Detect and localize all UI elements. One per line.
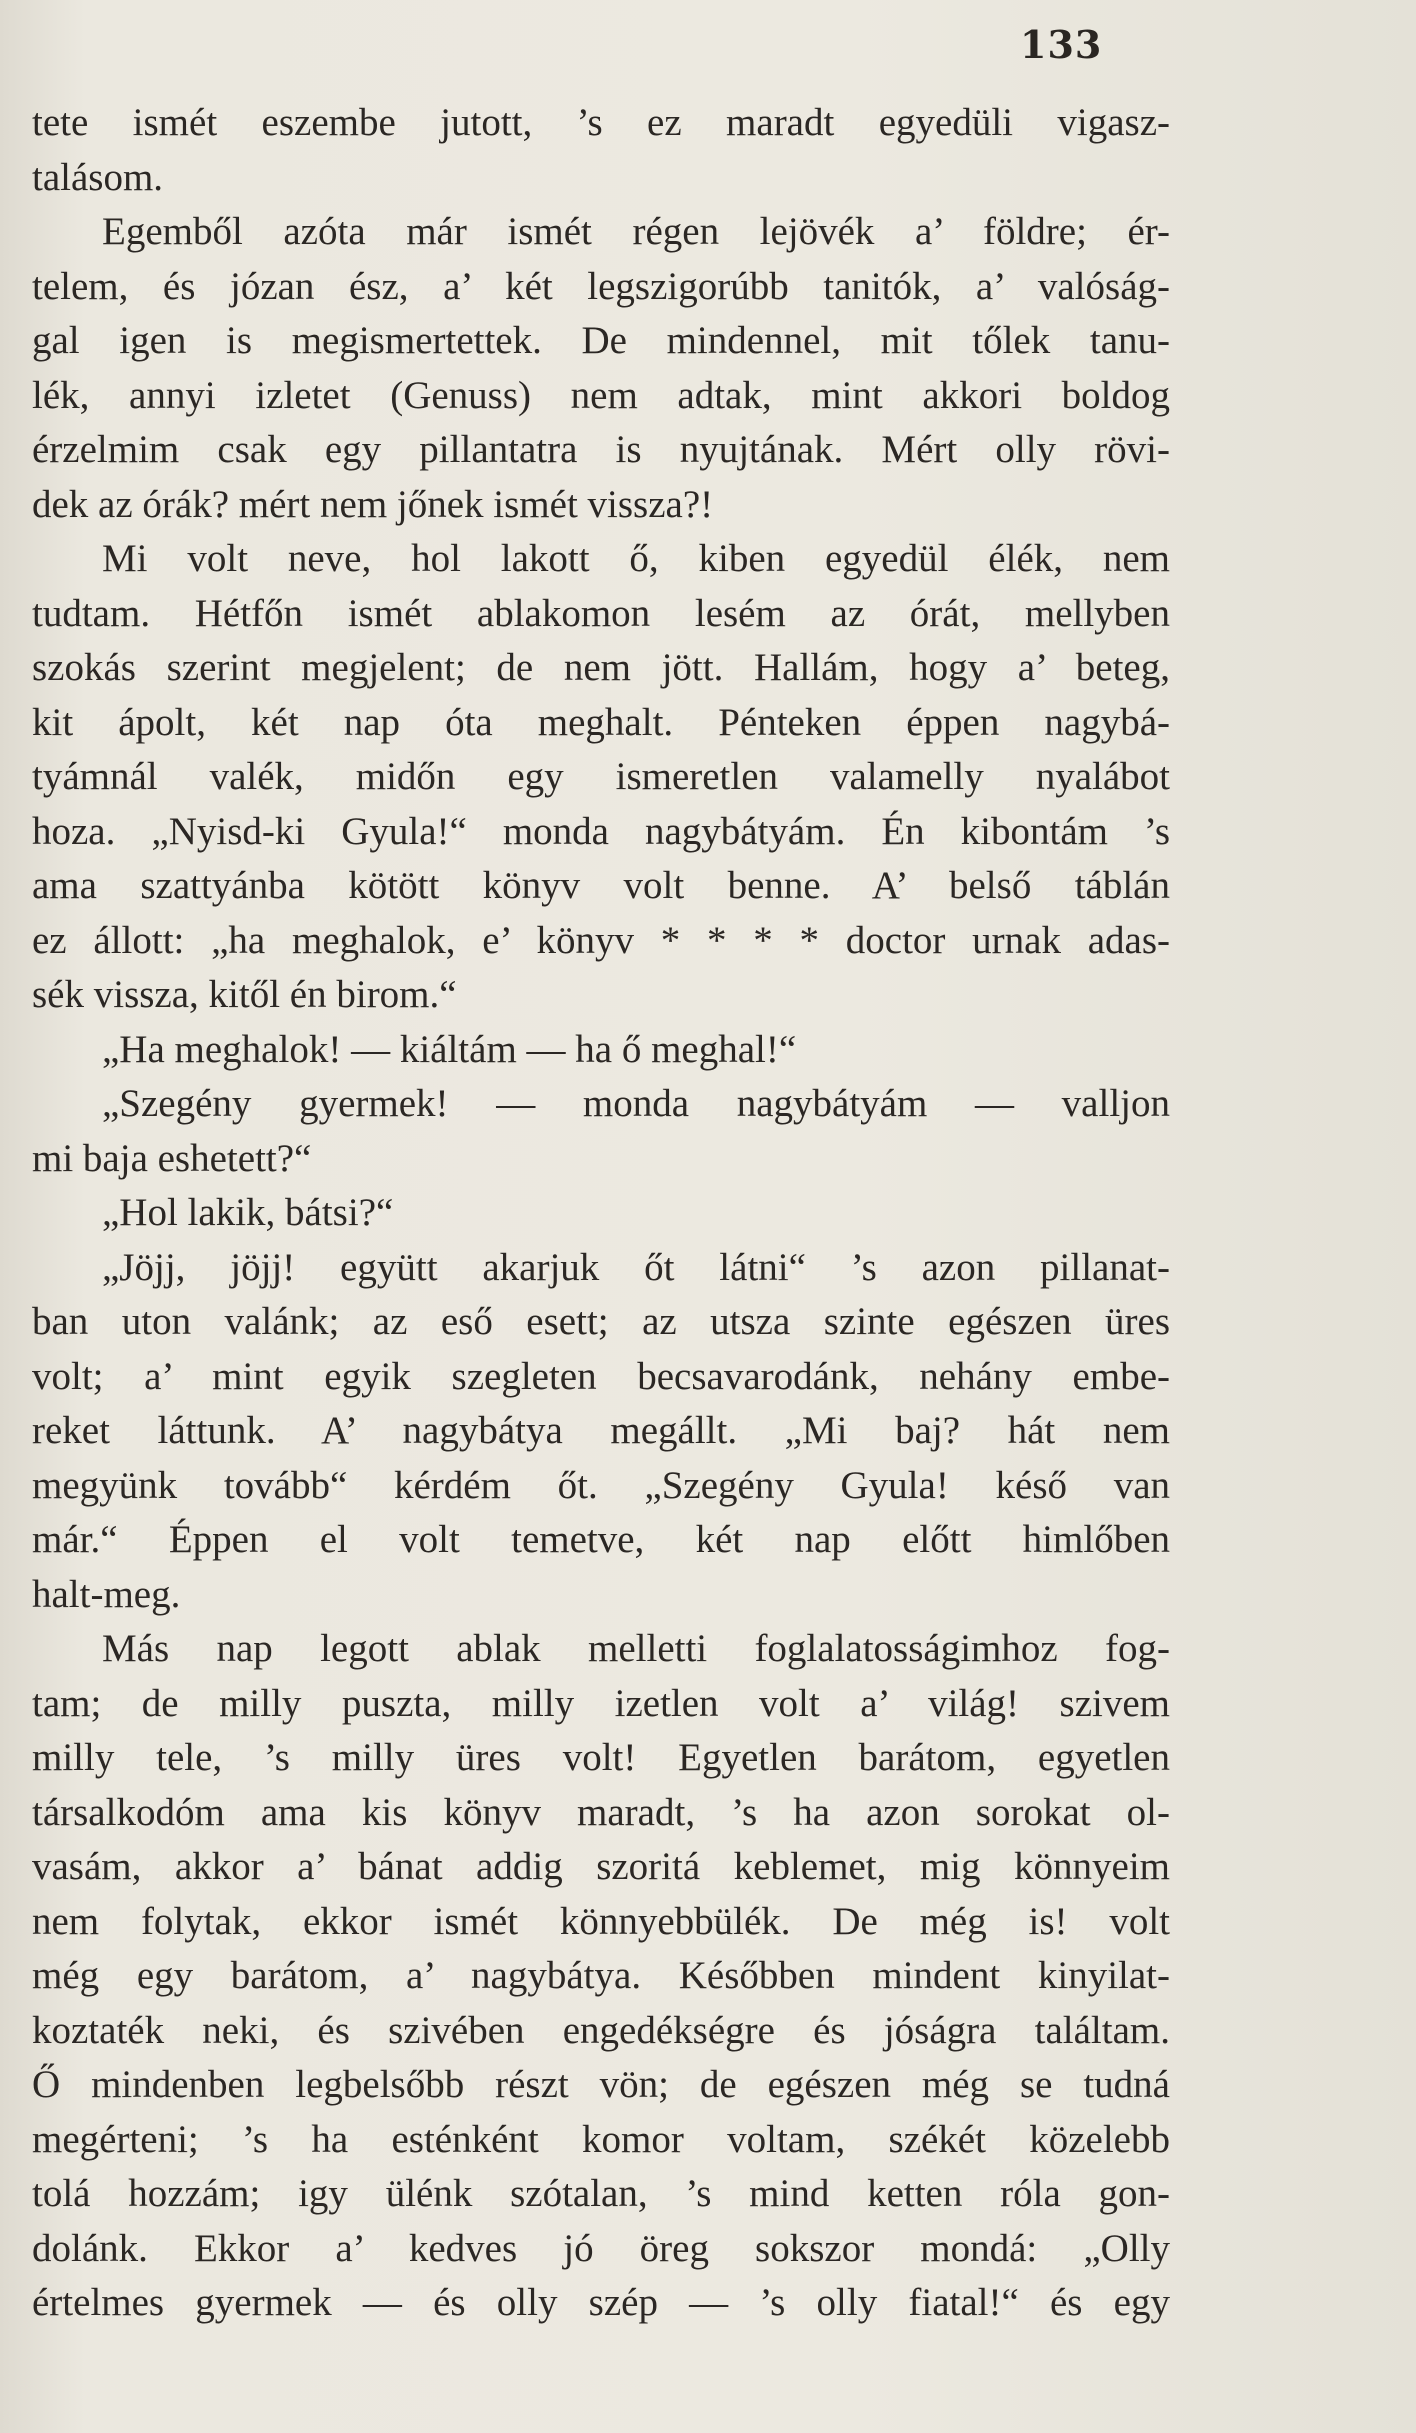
text-line: reket láttunk. A’ nagybátya megállt. „Mi baj? hát nem (32, 1409, 1170, 1452)
text-line: ez állott: „ha meghalok, e’ könyv * * * * doctor urnak adas- (32, 918, 1170, 962)
body-text (32, 96, 1170, 2331)
text-line: ama szattyánba kötött könyv volt benne. A’ belső táblán (32, 864, 1170, 907)
text-line: lék, annyi izletet (Genuss) nem adtak, mint akkori boldog (32, 373, 1170, 417)
text-line: dolánk. Ekkor a’ kedves jó öreg sokszor mondá: „Olly (32, 2226, 1170, 2270)
text-line: társalkodóm ama kis könyv maradt, ’s ha azon sorokat ol- (32, 1790, 1170, 1834)
text-line: sék vissza, kitől én birom.“ (32, 973, 457, 1016)
text-line: koztaték neki, és szivében engedékségre és jóságra találtam. (32, 2008, 1170, 2052)
text-line: szokás szerint megjelent; de nem jött. Hallám, hogy a’ beteg, (32, 646, 1170, 689)
text-line: Ő mindenben legbelsőbb részt vön; de egészen még se tudná (32, 2063, 1170, 2106)
text-line: gal igen is megismertettek. De mindennel, mit tőlek tanu- (32, 319, 1170, 362)
text-line: értelmes gyermek — és olly szép — ’s olly fiatal!“ és egy (32, 2281, 1170, 2324)
text-line: tolá hozzám; igy ülénk szótalan, ’s mind ketten róla gon- (32, 2172, 1170, 2215)
text-line: tam; de milly puszta, milly izetlen volt a’ világ! szivem (32, 1681, 1170, 1725)
text-line: halt-meg. (32, 1572, 181, 1616)
text-line: Más nap legott ablak melletti foglalatosságimhoz fog- (102, 1627, 1170, 1670)
text-line: „Hol lakik, bátsi?“ (102, 1191, 394, 1234)
text-line: érzelmim csak egy pillantatra is nyujtának. Mért olly rövi- (32, 428, 1170, 471)
page-number: 133 (1020, 22, 1103, 67)
text-line: megérteni; ’s ha esténként komor voltam, székét közelebb (32, 2117, 1170, 2161)
text-line: hoza. „Nyisd-ki Gyula!“ monda nagybátyám. Én kibontám ’s (32, 809, 1170, 853)
text-line: vasám, akkor a’ bánat addig szoritá keblemet, mig könnyeim (32, 1845, 1170, 1888)
text-line: milly tele, ’s milly üres volt! Egyetlen barátom, egyetlen (32, 1736, 1170, 1779)
text-line: „Jöjj, jöjj! együtt akarjuk őt látni“ ’s azon pillanat- (102, 1245, 1170, 1289)
text-line: telem, és józan ész, a’ két legszigorúbb tanitók, a’ valóság- (32, 264, 1170, 308)
text-line: „Szegény gyermek! — monda nagybátyám — valljon (102, 1082, 1170, 1125)
text-line: „Ha meghalok! — kiáltám — ha ő meghal!“ (102, 1027, 797, 1071)
text-line: nem folytak, ekkor ismét könnyebbülék. De még is! volt (32, 1899, 1170, 1943)
text-line: Egemből azóta már ismét régen lejövék a’ földre; ér- (102, 210, 1170, 253)
text-line: már.“ Éppen el volt temetve, két nap előtt himlőben (32, 1518, 1170, 1561)
text-line: még egy barátom, a’ nagybátya. Későbben mindent kinyilat- (32, 1954, 1170, 1997)
text-line: tudtam. Hétfőn ismét ablakomon lesém az órát, mellyben (32, 591, 1170, 635)
text-line: kit ápolt, két nap óta meghalt. Pénteken éppen nagybá- (32, 700, 1170, 744)
text-line: dek az órák? mért nem jőnek ismét vissza?! (32, 482, 714, 526)
text-line: mi baja eshetett?“ (32, 1136, 312, 1180)
text-line: megyünk tovább“ kérdém őt. „Szegény Gyula! késő van (32, 1463, 1170, 1507)
text-line: talásom. (32, 155, 164, 199)
text-line: tyámnál valék, midőn egy ismeretlen valamelly nyalábot (32, 755, 1170, 798)
text-line: Mi volt neve, hol lakott ő, kiben egyedül élék, nem (102, 537, 1170, 580)
text-line: ban uton valánk; az eső esett; az utsza szinte egészen üres (32, 1300, 1170, 1343)
text-line: volt; a’ mint egyik szegleten becsavarodánk, nehány embe- (32, 1354, 1170, 1398)
text-line: tete ismét eszembe jutott, ’s ez maradt egyedüli vigasz- (32, 101, 1170, 144)
